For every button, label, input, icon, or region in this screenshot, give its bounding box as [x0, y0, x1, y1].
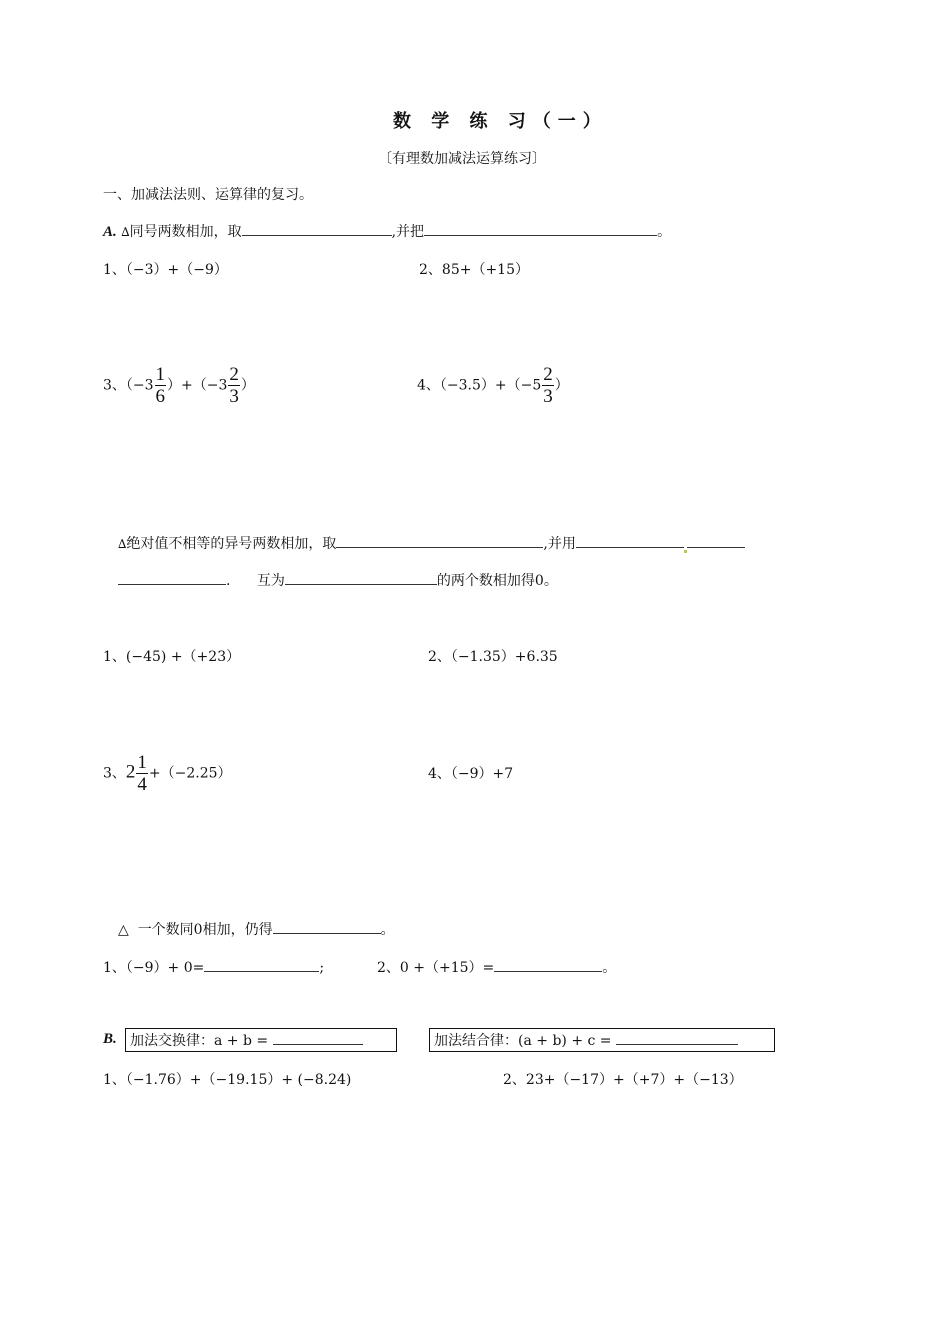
- triangle-icon: △: [118, 922, 129, 938]
- question-a2: 2、85+（+15）: [419, 262, 529, 278]
- answer-blank[interactable]: [273, 919, 381, 934]
- question-text: 4、（−3.5）+（−5: [417, 377, 542, 394]
- question-text: 3、: [103, 765, 126, 782]
- fraction: [228, 364, 240, 407]
- fraction: [136, 752, 148, 795]
- rule-same-sign: [103, 221, 671, 241]
- rule-text-1: 同号两数相加，取: [129, 224, 242, 240]
- rule-text-2: ,并把: [391, 224, 425, 240]
- answer-blank[interactable]: [118, 570, 226, 585]
- answer-blank[interactable]: [204, 957, 319, 972]
- rule-text-1: 绝对值不相等的异号两数相加，取: [126, 536, 337, 552]
- answer-blank[interactable]: [273, 1030, 363, 1045]
- question-text: ）+（−3: [167, 377, 228, 394]
- fraction: [542, 364, 554, 407]
- fraction: [155, 364, 167, 407]
- question-text: +（−2.25）: [148, 765, 232, 782]
- law-text: 加法交换律：a + b =: [130, 1033, 269, 1049]
- answer-blank[interactable]: [687, 533, 745, 548]
- question-b4: 4、（−9）+7: [428, 766, 514, 782]
- question-a1: 1、（−3）+（−9）: [103, 262, 228, 278]
- question-c1: [103, 957, 324, 977]
- question-c2: [377, 957, 616, 977]
- question-text: 1、（−9）+ 0=: [103, 960, 205, 976]
- question-text: 3、（−3: [103, 377, 154, 394]
- rule-text-2: ,并用: [543, 536, 576, 552]
- question-a4: [417, 364, 569, 407]
- rule-text-1: 一个数同0相加，仍得: [137, 922, 273, 938]
- denominator: 3: [229, 386, 239, 407]
- question-b3: [103, 752, 232, 795]
- question-text: ）: [554, 377, 569, 394]
- section-heading: 一、加减法法则、运算律的复习。: [103, 187, 313, 203]
- question-d2: 2、23+（−17）+（+7）+（−13）: [503, 1072, 743, 1088]
- denominator: 6: [155, 386, 166, 407]
- answer-blank[interactable]: [336, 533, 543, 548]
- answer-blank[interactable]: [242, 221, 392, 236]
- question-text: ;: [319, 960, 325, 976]
- denominator: 4: [137, 774, 147, 795]
- associative-law-box: [429, 1028, 775, 1052]
- rule-end: 。: [380, 922, 395, 938]
- rule-diff-sign: [118, 533, 745, 553]
- triangle-icon: ∆: [121, 225, 130, 239]
- numerator: 1: [137, 752, 147, 773]
- question-b1: 1、(−45) +（+23）: [103, 649, 241, 665]
- question-d1: 1、（−1.76）+（−19.15）+ (−8.24): [103, 1072, 352, 1088]
- section-b-label: B.: [103, 1031, 117, 1047]
- section-a-label: A.: [103, 224, 117, 240]
- rule-text-5: 的两个数相加得0。: [436, 573, 558, 589]
- commutative-law-box: [125, 1028, 397, 1052]
- rule-text-3: .: [226, 573, 231, 589]
- numerator: 1: [155, 364, 166, 385]
- page-subtitle: 〔有理数加减法运算练习〕: [378, 151, 546, 167]
- answer-blank[interactable]: [494, 957, 602, 972]
- question-a3: [103, 364, 255, 407]
- numerator: 2: [543, 364, 553, 385]
- law-text: 加法结合律：(a + b) + c =: [434, 1033, 612, 1049]
- answer-blank[interactable]: [576, 533, 684, 548]
- rule-end: 。: [657, 224, 672, 240]
- answer-blank[interactable]: [616, 1030, 738, 1045]
- answer-blank[interactable]: [285, 570, 437, 585]
- question-text: 。: [602, 960, 617, 976]
- triangle-icon: ∆: [118, 537, 127, 551]
- answer-blank[interactable]: [424, 221, 657, 236]
- rule-text-4: 互为: [256, 573, 285, 589]
- numerator: 2: [229, 364, 239, 385]
- stray-dot: [684, 550, 687, 553]
- page-title: 数 学 练 习（一）: [393, 111, 608, 132]
- denominator: 3: [543, 386, 553, 407]
- whole-number: 2: [125, 761, 136, 783]
- rule-zero: [118, 919, 395, 939]
- question-b2: 2、（−1.35）+6.35: [428, 649, 558, 665]
- question-text: ）: [240, 377, 255, 394]
- rule-diff-sign-cont: [118, 570, 558, 590]
- question-text: 2、0 +（+15）=: [377, 960, 495, 976]
